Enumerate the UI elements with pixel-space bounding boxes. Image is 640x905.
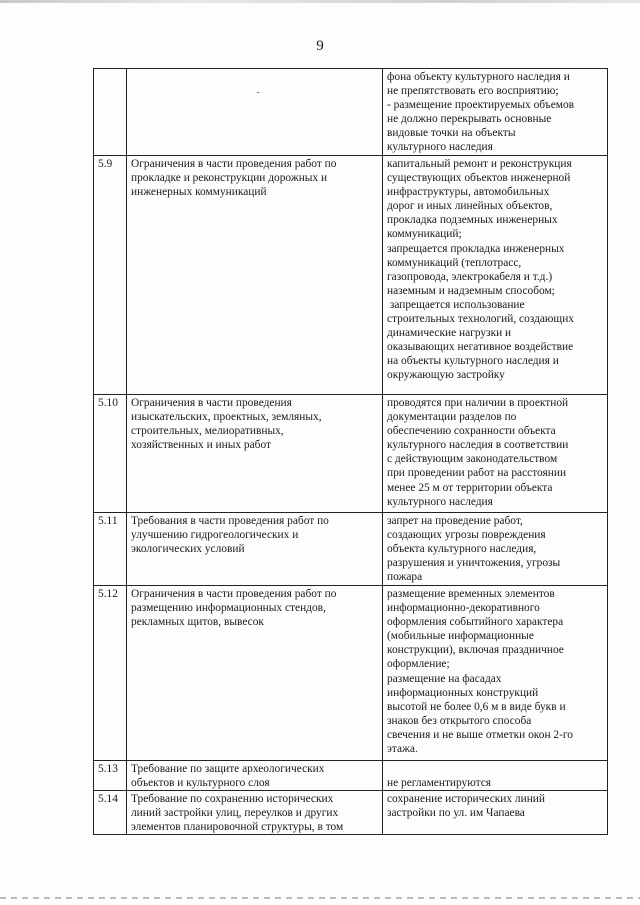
requirement-line: на объекты культурного наследия и (387, 355, 559, 368)
requirement-line: этажа. (387, 743, 418, 756)
requirement-cell (383, 761, 608, 791)
requirement-line: размещение на фасадах (387, 672, 502, 685)
requirement-cell (383, 156, 608, 395)
requirement-line: застройки по ул. им Чапаева (387, 807, 525, 820)
requirement-line: наземным и надземным способом; (387, 284, 555, 297)
requirement-line (387, 762, 603, 776)
requirement-line: коммуникаций (теплотрасс, (387, 256, 522, 269)
restriction-name-line: Требование по защите археологических (131, 763, 325, 775)
requirement-line: культурного наследия в соответствии (387, 439, 569, 452)
restriction-name-line: линий застройки улиц, переулков и других (131, 807, 339, 820)
requirement-cell (383, 69, 608, 156)
restriction-name-line: хозяйственных и иных работ (131, 439, 271, 452)
requirement-line: фона объекту культурного наследия и (387, 71, 570, 83)
table-row (94, 791, 608, 835)
restriction-name-line: Требование по сохранению исторических (131, 793, 334, 806)
requirement-line: строительных технологий, создающих (387, 313, 574, 326)
requirement-line: прокладка подземных инженерных (387, 214, 558, 227)
requirement-cell (383, 513, 608, 586)
table-row (94, 156, 608, 395)
scan-top-edge (0, 0, 640, 3)
restriction-name-cell (127, 586, 383, 761)
requirement-line: объекта культурного наследия, (387, 543, 537, 556)
requirement-line: инфраструктуры, автомобильных (387, 186, 550, 199)
requirement-line: запрет на проведение работ, (387, 515, 523, 527)
requirement-line: капитальный ремонт и реконструкция (387, 158, 572, 170)
restriction-name-line: инженерных коммуникаций (131, 186, 267, 199)
requirement-line: окружающую застройку (387, 369, 505, 382)
requirement-line: создающих угрозы повреждения (387, 529, 546, 542)
requirement-line: запрещается прокладка инженерных (387, 242, 565, 255)
requirement-line: пожара (387, 571, 423, 584)
requirement-line: (мобильные информационные (387, 630, 534, 643)
restriction-name-line: Ограничения в части проведения работ по (131, 588, 337, 600)
requirement-line: существующих объектов инженерной (387, 172, 571, 185)
requirement-line: оформления событийного характера (387, 616, 564, 629)
requirement-line: дорог и иных линейных объектов, (387, 200, 553, 213)
table-row (94, 586, 608, 761)
table-row (94, 513, 608, 586)
requirement-cell (383, 791, 608, 835)
restriction-name-line: Ограничения в части проведения (131, 397, 292, 409)
row-number: 5.9 (94, 156, 127, 395)
requirement-line: запрещается использование (387, 298, 525, 311)
row-number: 5.10 (94, 395, 127, 513)
requirement-line: размещение временных элементов (387, 588, 555, 600)
row-number: 5.14 (94, 791, 127, 835)
restriction-name-line: улучшению гидрогеологических и (131, 529, 299, 542)
requirement-line: оказывающих негативное воздействие (387, 341, 574, 354)
requirement-line: культурного наследия (387, 495, 493, 508)
requirement-line: не должно перекрывать основные (387, 113, 552, 126)
requirement-line: видовые точки на объекты (387, 127, 516, 140)
restriction-name-line: строительных, мелиоративных, (131, 425, 284, 438)
table-row (94, 69, 608, 156)
restriction-name-line: Требования в части проведения работ по (131, 515, 329, 527)
restriction-name-line: Ограничения в части проведения работ по (131, 158, 337, 170)
requirement-cell (383, 586, 608, 761)
requirement-line: культурного наследия (387, 141, 493, 154)
requirement-line: оформление; (387, 658, 450, 671)
requirement-line: менее 25 м от территории объекта (387, 481, 553, 494)
requirement-line: не регламентируются (387, 777, 492, 790)
restriction-name-cell (127, 69, 383, 156)
restriction-name-cell (127, 791, 383, 835)
table-row (94, 395, 608, 513)
requirement-line: информационно-декоративного (387, 602, 540, 615)
restriction-name-cell (127, 761, 383, 791)
row-number: 5.11 (94, 513, 127, 586)
requirements-table (93, 68, 608, 835)
requirement-line: - размещение проектируемых объемов (387, 99, 575, 112)
requirement-line: информационных конструкций (387, 686, 539, 699)
page-number: 9 (316, 38, 324, 54)
requirement-line: газопровода, электрокабеля и т.д.) (387, 270, 553, 283)
requirement-line: документации разделов по (387, 411, 517, 424)
restriction-name-cell (127, 156, 383, 395)
requirement-line: разрушения и уничтожения, угрозы (387, 557, 561, 570)
requirement-line: высотой не более 0,6 м в виде букв и (387, 700, 566, 713)
requirement-line: коммуникаций; (387, 228, 462, 241)
requirement-line: проводятся при наличии в проектной (387, 397, 569, 409)
requirement-line: знаков без открытого способа (387, 714, 532, 727)
restriction-name-cell (127, 513, 383, 586)
requirement-line: с действующим законодательством (387, 453, 558, 466)
requirement-line: сохранение исторических линий (387, 793, 545, 806)
scan-bottom-edge (0, 897, 640, 899)
requirement-line: динамические нагрузки и (387, 327, 512, 340)
requirement-line: конструкции), включая праздничное (387, 644, 564, 657)
table-row (94, 761, 608, 791)
requirement-line: обеспечению сохранности объекта (387, 425, 556, 438)
row-number (94, 69, 127, 156)
restriction-name-line: размещению информационных стендов, (131, 602, 326, 615)
restriction-name-line: экологических условий (131, 543, 245, 556)
scan-speck (257, 92, 259, 93)
row-number: 5.12 (94, 586, 127, 761)
requirement-line: не препятствовать его восприятию; (387, 85, 559, 98)
restriction-name-line: рекламных щитов, вывесок (131, 616, 264, 629)
requirement-cell (383, 395, 608, 513)
restriction-name-line: элементов планировочной структуры, в том (131, 821, 344, 834)
restriction-name-line: изыскательских, проектных, земляных, (131, 411, 322, 424)
row-number: 5.13 (94, 761, 127, 791)
restriction-name-cell (127, 395, 383, 513)
table-body (94, 69, 608, 835)
requirement-line: при проведении работ на расстоянии (387, 467, 567, 480)
restriction-name-line: прокладке и реконструкции дорожных и (131, 172, 328, 185)
restriction-name-line: объектов и культурного слоя (131, 777, 270, 790)
requirement-line: свечения и не выше отметки окон 2-го (387, 728, 573, 741)
